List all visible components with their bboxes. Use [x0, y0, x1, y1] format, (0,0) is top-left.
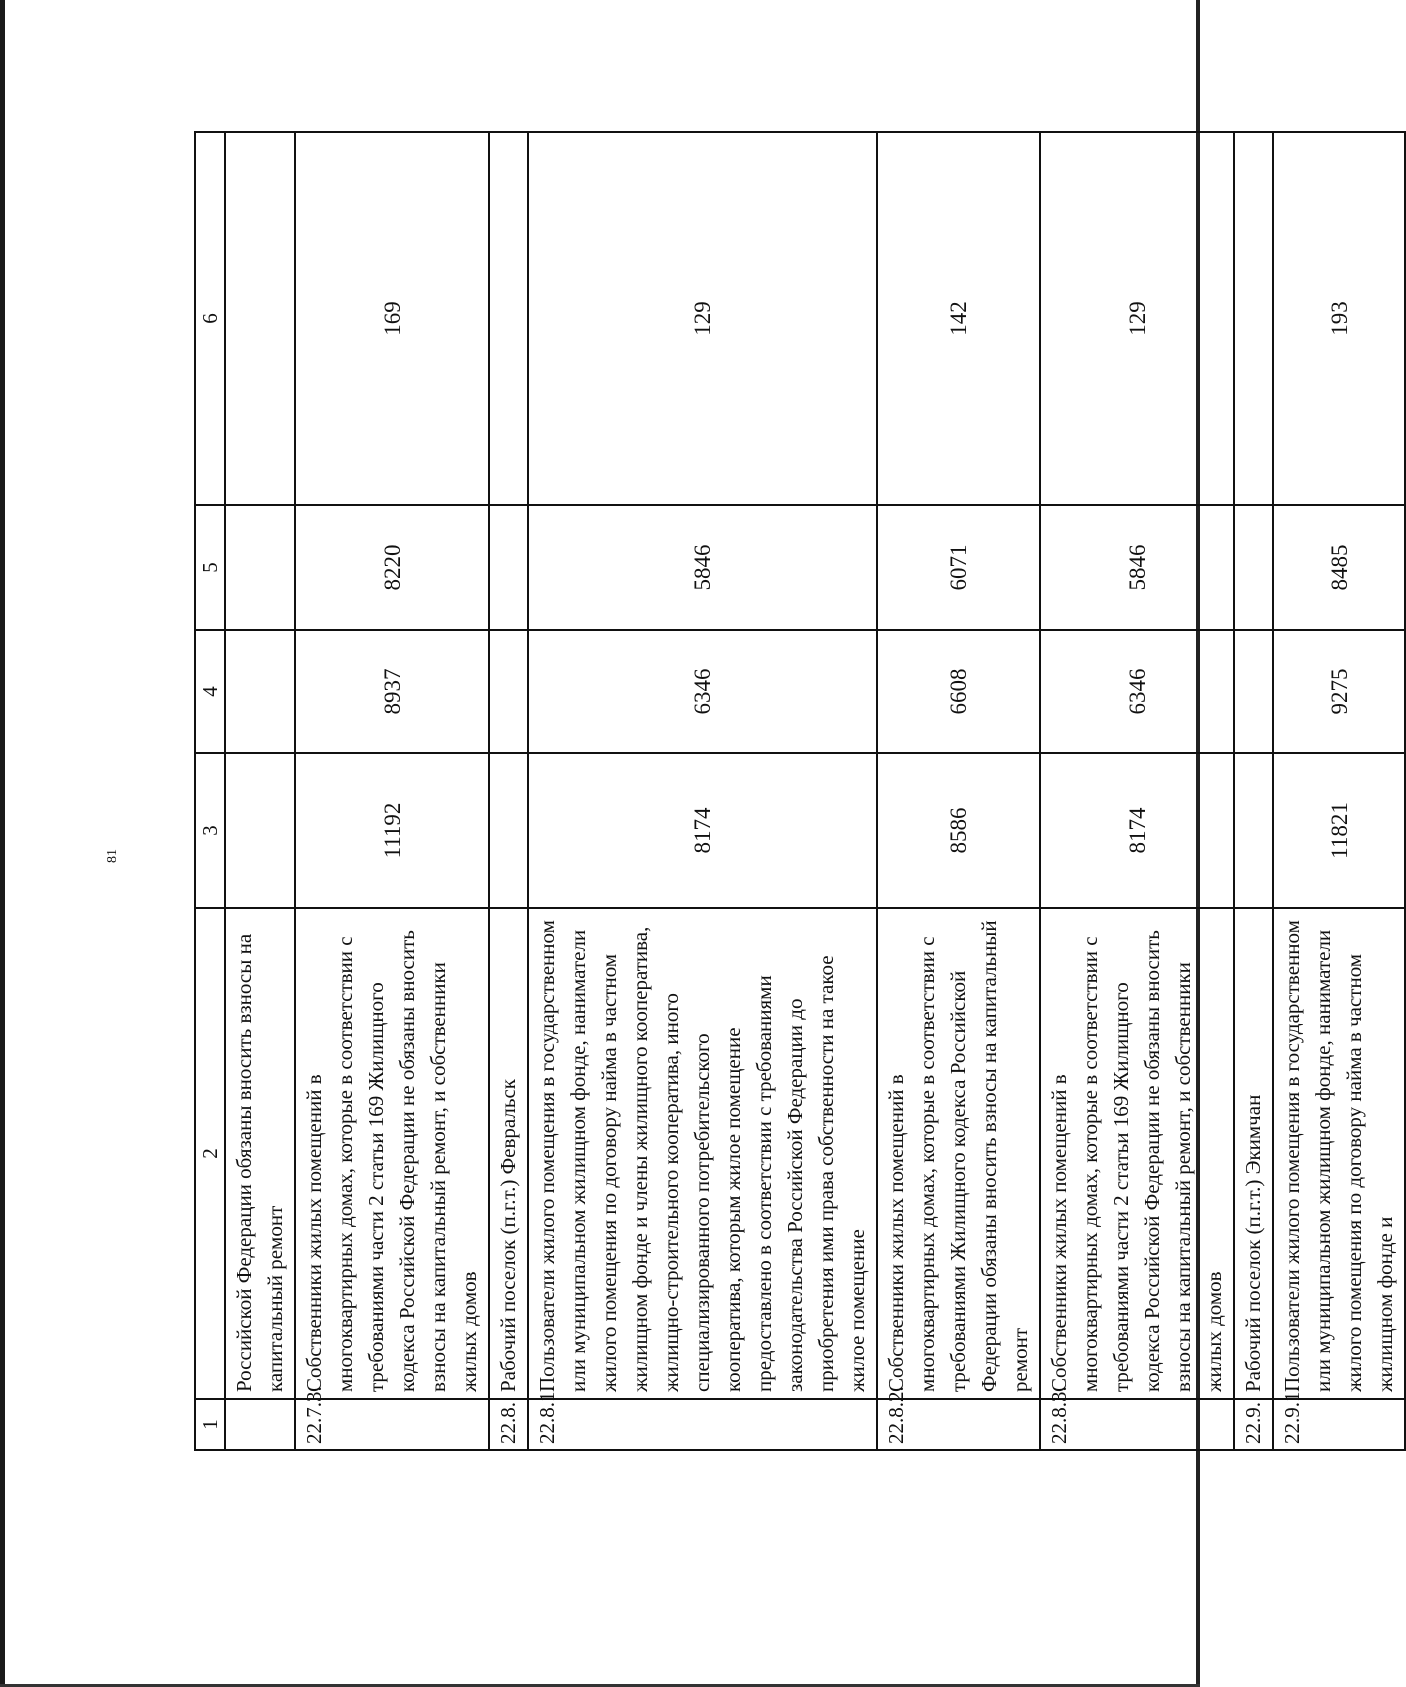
- header-cell-6: 6: [195, 132, 225, 505]
- row-code: 22.8.3.: [1040, 1399, 1234, 1450]
- row-description: Собственники жилых помещений в многоквартирных домах, которые в соответствии с требованиями части 2 статьи 169 Жилищного кодекса Российской Федерации не обязаны вносить взносы на капитальный ремонт, и собственники жилых домов: [295, 908, 489, 1399]
- table-header-row: [195, 132, 225, 1450]
- table-row: [1040, 132, 1234, 1450]
- table-row: [489, 132, 528, 1450]
- row-value-col3: 11192: [295, 753, 489, 908]
- row-value-col5: [1234, 505, 1273, 630]
- table-row: [877, 132, 1040, 1450]
- row-value-col5: 5846: [528, 505, 877, 630]
- table-row: [1273, 132, 1405, 1450]
- row-value-col4: [1234, 630, 1273, 753]
- row-value-col3: 11821: [1273, 753, 1405, 908]
- row-value-col4: 6346: [1040, 630, 1234, 753]
- row-code: 22.9.: [1234, 1399, 1273, 1450]
- row-description: Пользователи жилого помещения в государственном или муниципальном жилищном фонде, наниматели жилого помещения по договору найма в частном жилищном фонде и члены жилищного кооператива, жилищно-строительного кооператива, иного специализированного потребительского кооператива, которым жилое помещение предоставлено в соответствии с требованиями законодательства Российской Федерации до приобретения ими права собственности на такое жилое помещение: [528, 908, 877, 1399]
- row-code: [225, 1399, 295, 1450]
- row-value-col3: 8174: [528, 753, 877, 908]
- row-value-col3: [489, 753, 528, 908]
- row-value-col6: 169: [295, 132, 489, 505]
- table-row: [225, 132, 295, 1450]
- row-value-col4: 8937: [295, 630, 489, 753]
- row-value-col6: [1234, 132, 1273, 505]
- row-value-col3: 8586: [877, 753, 1040, 908]
- row-value-col4: [225, 630, 295, 753]
- rotated-page-content: [194, 133, 1397, 1451]
- table-row: [295, 132, 489, 1450]
- row-value-col5: [225, 505, 295, 630]
- header-cell-3: 3: [195, 753, 225, 908]
- row-code: 22.8.2.: [877, 1399, 1040, 1450]
- row-value-col6: 129: [1040, 132, 1234, 505]
- row-value-col5: 5846: [1040, 505, 1234, 630]
- row-value-col4: 6608: [877, 630, 1040, 753]
- row-value-col5: [489, 505, 528, 630]
- row-description: Российской Федерации обязаны вносить взносы на капитальный ремонт: [225, 908, 295, 1399]
- tariff-table: [194, 131, 1406, 1451]
- row-value-col3: [225, 753, 295, 908]
- scan-edge-left: [0, 0, 5, 1687]
- table-row: [528, 132, 877, 1450]
- row-value-col5: 8485: [1273, 505, 1405, 630]
- row-value-col4: [489, 630, 528, 753]
- row-value-col3: 8174: [1040, 753, 1234, 908]
- row-value-col6: 129: [528, 132, 877, 505]
- row-value-col5: 6071: [877, 505, 1040, 630]
- row-value-col3: [1234, 753, 1273, 908]
- row-description: Собственники жилых помещений в многоквартирных домах, которые в соответствии с требованиями части 2 статьи 169 Жилищного кодекса Российской Федерации не обязаны вносить взносы на капитальный ремонт, и собственники жилых домов: [1040, 908, 1234, 1399]
- row-description: Рабочий поселок (п.г.т.) Экимчан: [1234, 908, 1273, 1399]
- row-description: Рабочий поселок (п.г.т.) Февральск: [489, 908, 528, 1399]
- row-value-col6: 142: [877, 132, 1040, 505]
- table-body: [195, 132, 1405, 1450]
- row-value-col5: 8220: [295, 505, 489, 630]
- row-code: 22.8.: [489, 1399, 528, 1450]
- row-code: 22.8.1.: [528, 1399, 877, 1450]
- row-code: 22.9.1.: [1273, 1399, 1405, 1450]
- row-description: Пользователи жилого помещения в государственном или муниципальном жилищном фонде, наниматели жилого помещения по договору найма в частном жилищном фонде и: [1273, 908, 1405, 1399]
- header-cell-1: 1: [195, 1399, 225, 1450]
- row-value-col6: [489, 132, 528, 505]
- header-cell-2: 2: [195, 908, 225, 1399]
- row-description: Собственники жилых помещений в многоквартирных домах, которые в соответствии с требованиями Жилищного кодекса Российской Федерации обязаны вносить взносы на капитальный ремонт: [877, 908, 1040, 1399]
- page-number: 81: [105, 849, 120, 863]
- row-code: 22.7.3.: [295, 1399, 489, 1450]
- header-cell-5: 5: [195, 505, 225, 630]
- table-row: [1234, 132, 1273, 1450]
- row-value-col6: 193: [1273, 132, 1405, 505]
- header-cell-4: 4: [195, 630, 225, 753]
- row-value-col4: 9275: [1273, 630, 1405, 753]
- row-value-col4: 6346: [528, 630, 877, 753]
- row-value-col6: [225, 132, 295, 505]
